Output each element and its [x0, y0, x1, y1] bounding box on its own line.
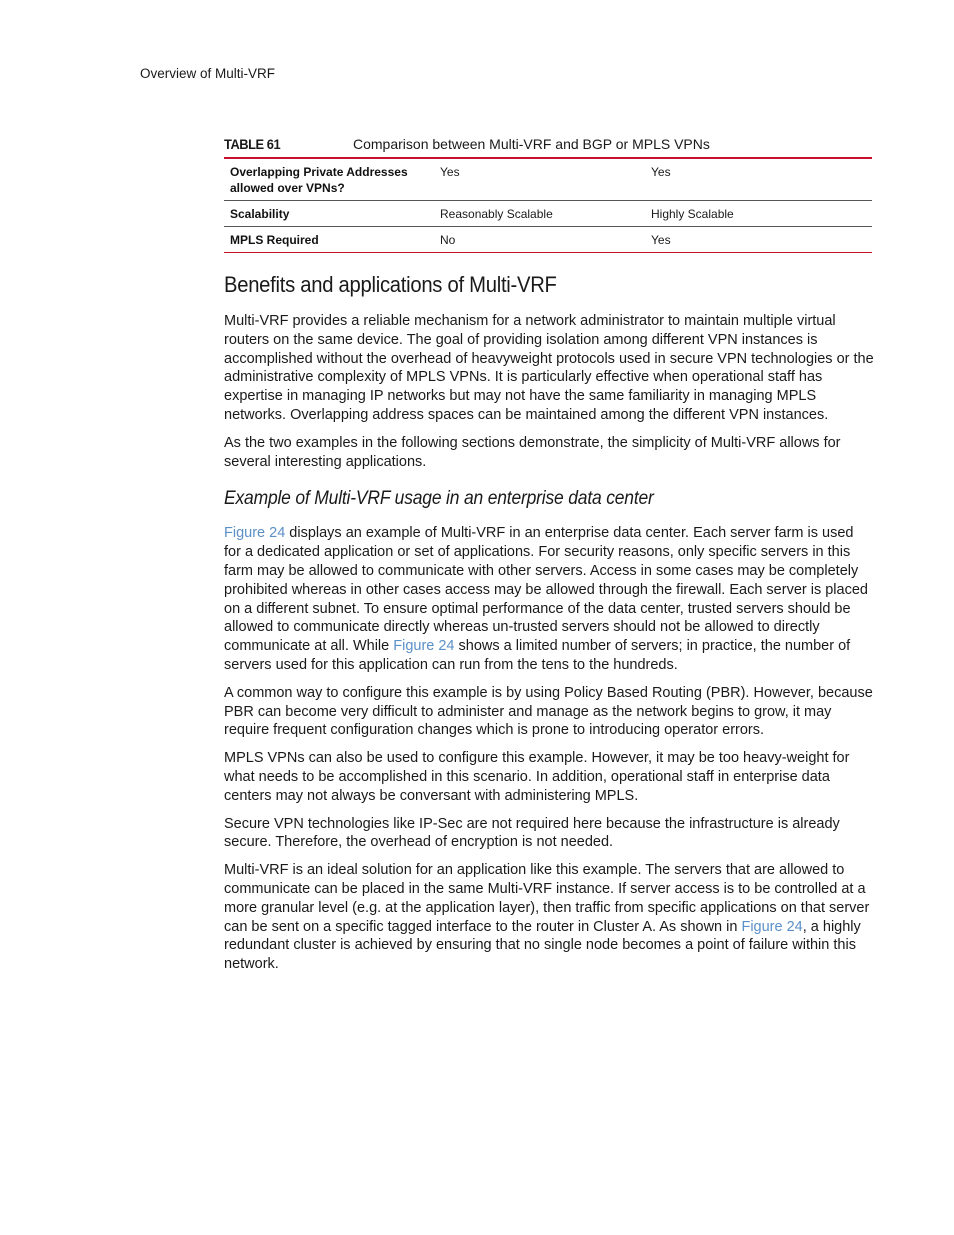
table-row	[224, 200, 872, 226]
figure-link[interactable]: Figure 24	[393, 638, 455, 655]
table-number: TABLE 61	[224, 136, 281, 152]
table-row	[224, 226, 872, 252]
multi-vrf-value: Yes	[434, 158, 645, 200]
row-label: MPLS Required	[224, 226, 434, 252]
bgp-mpls-value: Highly Scalable	[645, 200, 872, 226]
paragraph: A common way to configure this example is by using Policy Based Routing (PBR). However, because PBR can become very difficult to administer and manage as the network begins to grow, it may require frequent configuration changes which is prone to introducing operator errors.	[224, 684, 873, 739]
bgp-mpls-value: Yes	[645, 158, 872, 200]
paragraph: Secure VPN technologies like IP-Sec are not required here because the infrastructure is already secure. Therefore, the overhead of encryption is not needed.	[224, 815, 840, 851]
paragraph: Multi-VRF provides a reliable mechanism for a network administrator to maintain multiple virtual routers on the same device. The goal of providing isolation among different VPN instances is accomplished without the overhead of heavyweight protocols used in secure VPN technologies or the administrative complexity of MPLS VPNs. It is particularly effective when operational staff has expertise in managing IP networks but may not have the same familiarity in managing MPLS networks. Overlapping address spaces can be maintained among the different VPN instances.	[224, 313, 874, 423]
section-heading: Benefits and applications of Multi-VRF	[224, 272, 557, 297]
table-title: Comparison between Multi-VRF and BGP or MPLS VPNs	[353, 136, 710, 152]
bgp-mpls-value: Yes	[645, 226, 872, 252]
figure-link[interactable]: Figure 24	[224, 525, 286, 542]
paragraph: As the two examples in the following sections demonstrate, the simplicity of Multi-VRF allows for several interesting applications.	[224, 434, 841, 470]
multi-vrf-value: No	[434, 226, 645, 252]
multi-vrf-value: Reasonably Scalable	[434, 200, 645, 226]
main-content	[224, 272, 874, 983]
row-label: Overlapping Private Addresses allowed over VPNs?	[224, 158, 434, 200]
figure-link[interactable]: Figure 24	[741, 918, 803, 935]
running-header: Overview of Multi-VRF	[140, 66, 276, 81]
paragraph: Figure 24 displays an example of Multi-VRF in an enterprise data center. Each server farm is used for a dedicated application or set of applications. For security reasons, only specific servers in this farm may be allowed to communicate with other servers. Access in some cases may be completely prohibited whereas in other cases access may be allowed through the firewall. Each server is placed on a different subnet. To ensure optimal performance of the data center, trusted servers should be allowed to communicate directly whereas un-trusted servers should not be allowed to directly communicate at all. While Figure 24 shows a limited number of servers; in practice, the number of servers used for this application can run from the tens to the hundreds.	[224, 525, 868, 673]
table-row	[224, 158, 872, 200]
paragraph: Multi-VRF is an ideal solution for an application like this example. The servers that are allowed to communicate can be placed in the same Multi-VRF instance. If server access is to be controlled at a more granular level (e.g. at the application layer), then traffic from specific applications on that server can be sent on a specific tagged interface to the router in Cluster A. As shown in Figure 24, a highly redundant cluster is achieved by ensuring that no single node becomes a point of failure within this network.	[224, 862, 870, 973]
subsection-heading: Example of Multi-VRF usage in an enterprise data center	[224, 488, 654, 510]
table-caption	[224, 135, 872, 157]
paragraph: MPLS VPNs can also be used to configure this example. However, it may be too heavy-weight for what needs to be accomplished in this scenario. In addition, operational staff in enterprise data centers may not always be conversant with administering MPLS.	[224, 750, 850, 804]
row-label: Scalability	[224, 200, 434, 226]
comparison-table	[224, 157, 872, 253]
